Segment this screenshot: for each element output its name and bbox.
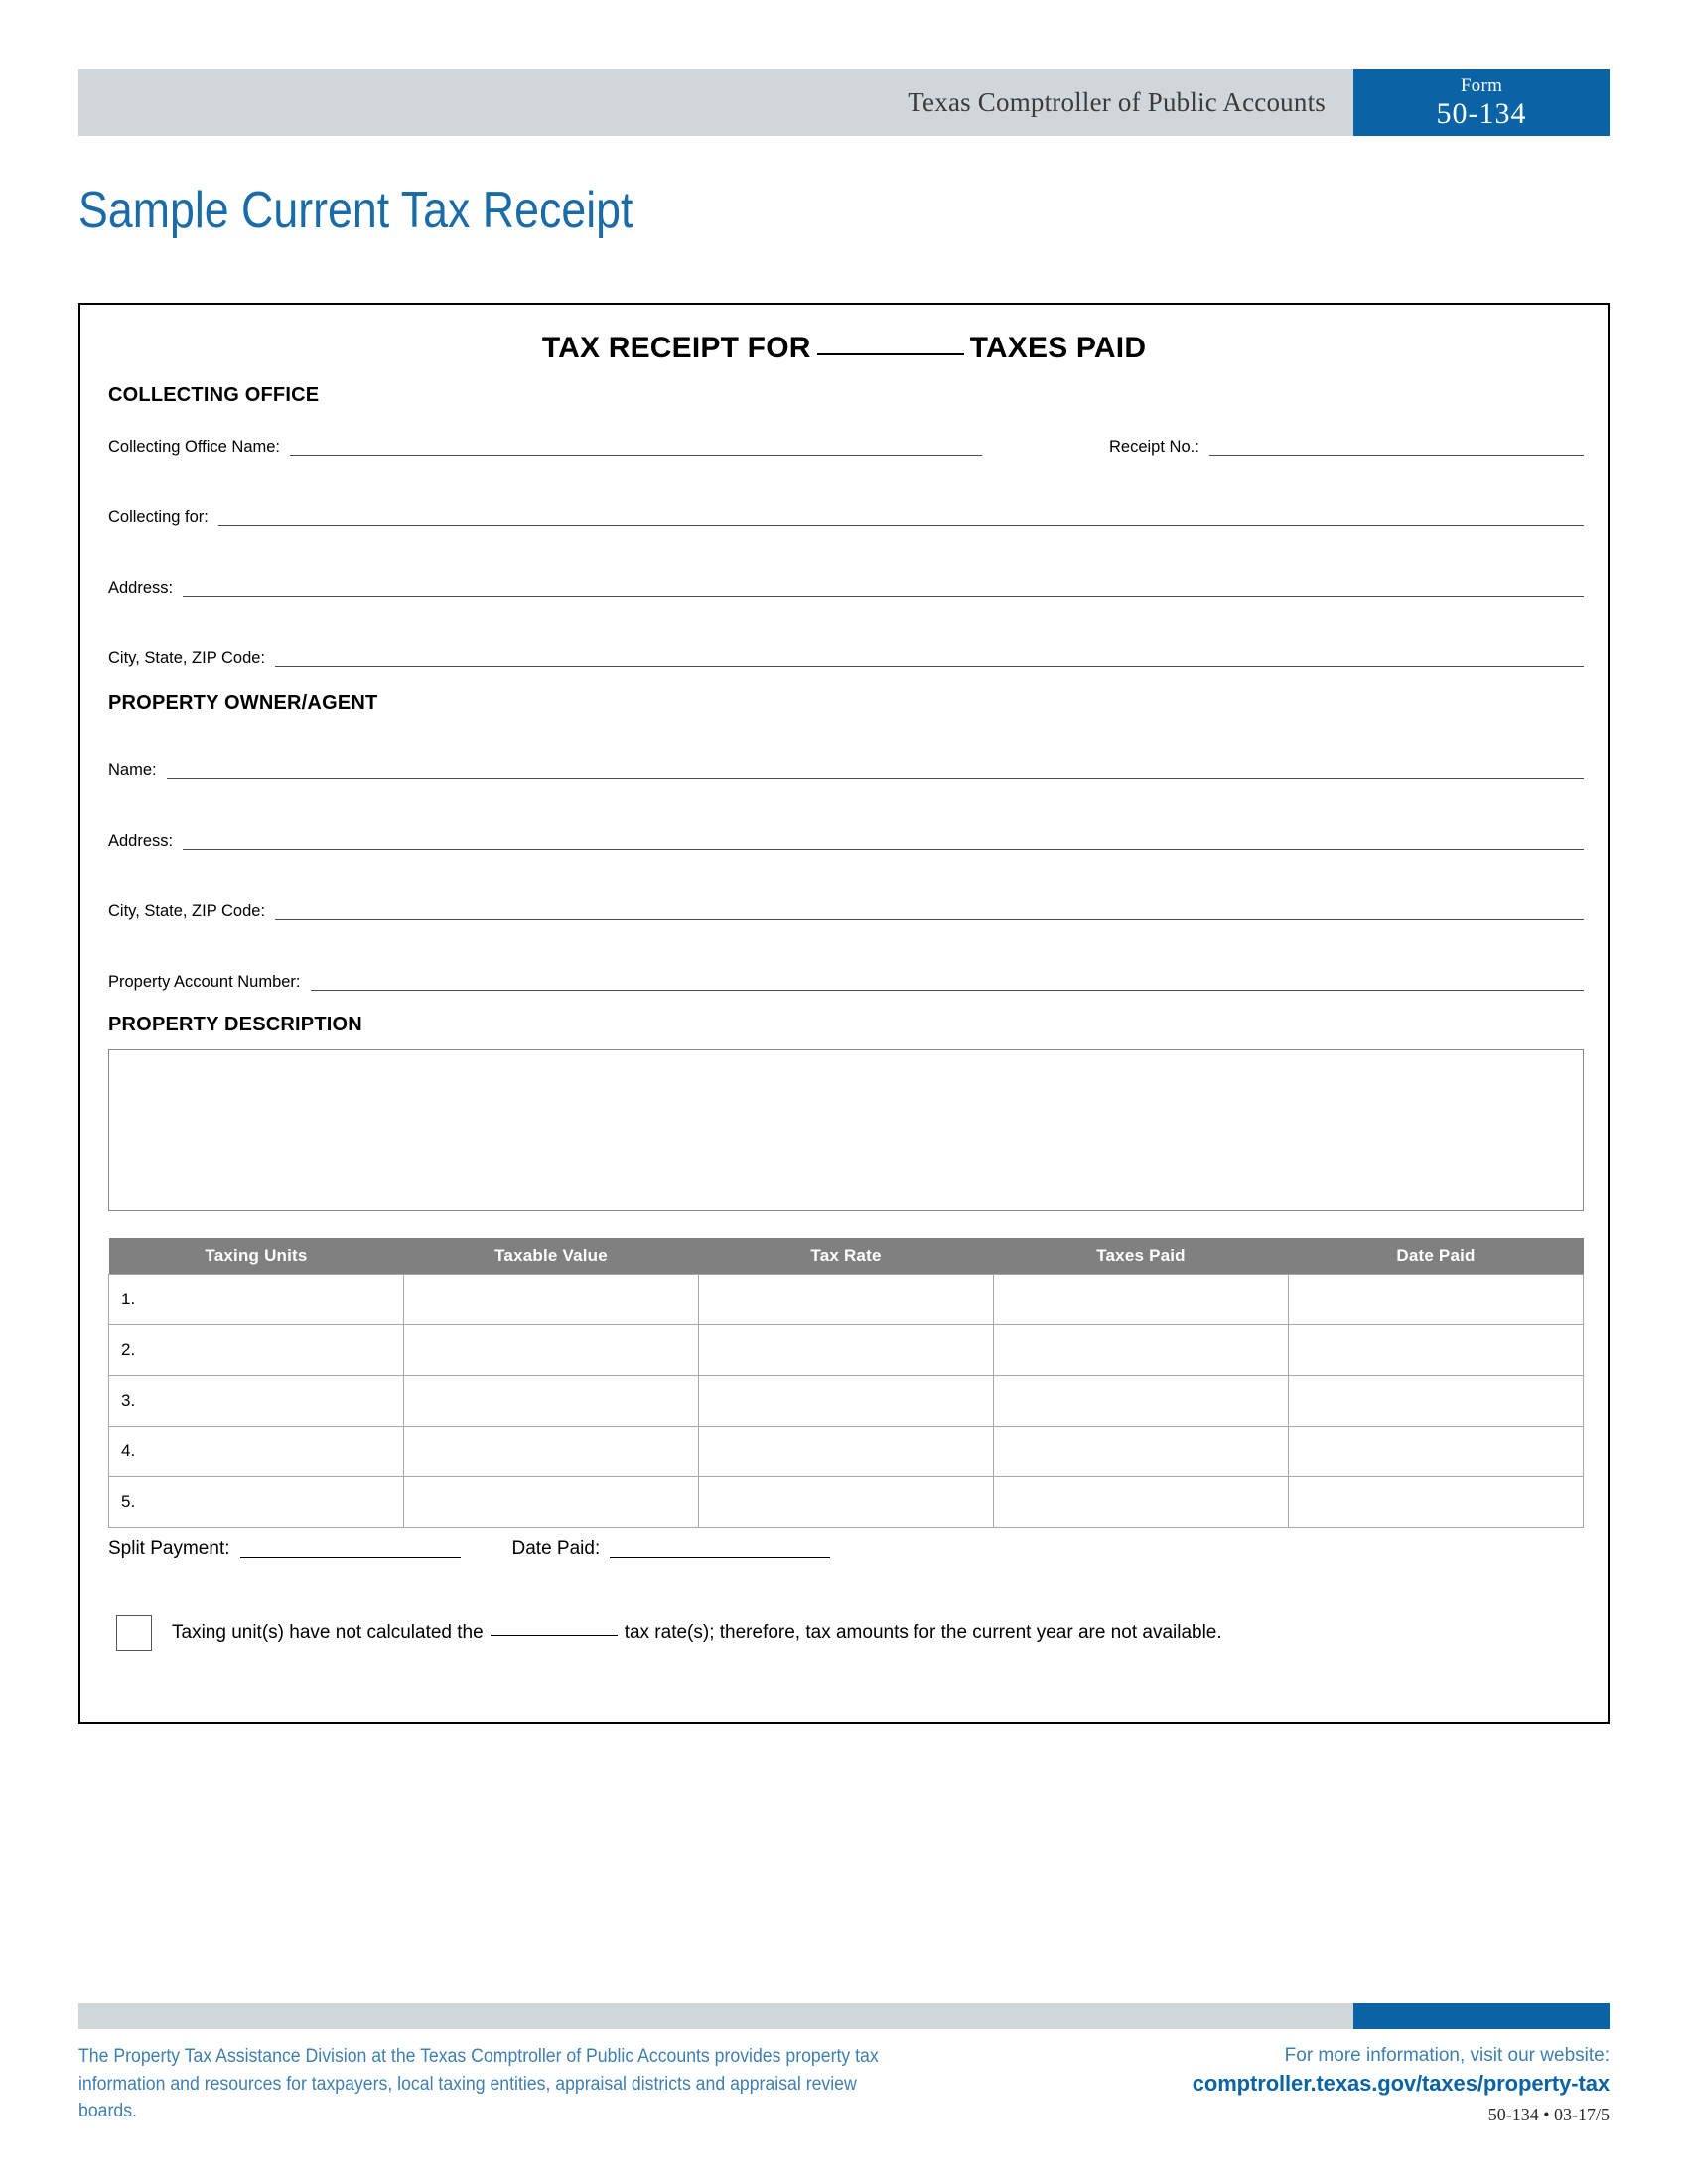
input-office-address[interactable] xyxy=(183,583,1584,597)
cell-taxes-paid[interactable] xyxy=(994,1427,1289,1477)
table-header-row xyxy=(109,1238,1584,1275)
input-receipt-no[interactable] xyxy=(1209,442,1584,456)
cell-row-number[interactable]: 5. xyxy=(109,1477,404,1528)
footer-gray-band xyxy=(78,2003,1353,2029)
column-header-tax-rate: Tax Rate xyxy=(699,1238,994,1275)
input-collecting-office-name[interactable] xyxy=(290,442,982,456)
cell-taxable-value[interactable] xyxy=(404,1325,699,1376)
cell-taxable-value[interactable] xyxy=(404,1427,699,1477)
form-number: 50-134 xyxy=(1436,96,1527,130)
input-office-city-state-zip[interactable] xyxy=(275,653,1584,667)
footer-description: The Property Tax Assistance Division at the Texas Comptroller of Public Accounts provides property tax information and resources for taxpayers, local taxing entities, appraisal districts and appraisal review boards. xyxy=(78,2046,879,2122)
column-header-taxes-paid: Taxes Paid xyxy=(994,1238,1289,1275)
input-property-description[interactable] xyxy=(108,1049,1584,1211)
cell-row-number[interactable]: 3. xyxy=(109,1376,404,1427)
page-header xyxy=(78,69,1610,136)
cell-date-paid[interactable] xyxy=(1289,1477,1584,1528)
field-split-payment[interactable] xyxy=(108,1539,461,1558)
form-label: Form xyxy=(1460,74,1503,96)
field-collecting-for[interactable] xyxy=(108,509,1584,526)
header-gray-band xyxy=(78,69,1353,136)
field-office-address[interactable] xyxy=(108,580,1584,597)
cell-tax-rate[interactable] xyxy=(699,1275,994,1325)
field-office-city-state-zip[interactable] xyxy=(108,650,1584,667)
section-property-owner-agent: PROPERTY OWNER/AGENT xyxy=(108,692,378,714)
cell-tax-rate[interactable] xyxy=(699,1376,994,1427)
receipt-year-blank[interactable] xyxy=(817,353,964,355)
label-owner-address: Address: xyxy=(108,832,174,850)
agency-name: Texas Comptroller of Public Accounts xyxy=(908,87,1326,117)
field-receipt-no[interactable] xyxy=(1109,439,1584,456)
cell-taxes-paid[interactable] xyxy=(994,1325,1289,1376)
footer-blue-band xyxy=(1353,2003,1610,2029)
cell-taxable-value[interactable] xyxy=(404,1477,699,1528)
cell-taxable-value[interactable] xyxy=(404,1275,699,1325)
label-receipt-no: Receipt No.: xyxy=(1109,438,1199,456)
field-property-account-number[interactable] xyxy=(108,974,1584,991)
taxing-units-table xyxy=(108,1238,1584,1528)
cell-tax-rate[interactable] xyxy=(699,1325,994,1376)
table-row xyxy=(109,1427,1584,1477)
input-date-paid[interactable] xyxy=(610,1543,830,1558)
footer-website-lead: For more information, visit our website: xyxy=(1284,2045,1610,2066)
receipt-title-prefix: TAX RECEIPT FOR xyxy=(541,332,811,364)
cell-tax-rate[interactable] xyxy=(699,1427,994,1477)
field-date-paid[interactable] xyxy=(512,1539,831,1558)
cell-date-paid[interactable] xyxy=(1289,1376,1584,1427)
footer-form-code: 50-134 • 03-17/5 xyxy=(1487,2104,1610,2124)
input-property-account-number[interactable] xyxy=(311,977,1584,991)
cell-taxable-value[interactable] xyxy=(404,1376,699,1427)
page-title: Sample Current Tax Receipt xyxy=(78,182,633,239)
label-collecting-office-name: Collecting Office Name: xyxy=(108,438,281,456)
label-office-address: Address: xyxy=(108,579,174,597)
field-owner-city-state-zip[interactable] xyxy=(108,903,1584,920)
label-date-paid: Date Paid: xyxy=(511,1538,601,1559)
column-header-date-paid: Date Paid xyxy=(1289,1238,1584,1275)
table-row xyxy=(109,1376,1584,1427)
cell-row-number[interactable]: 1. xyxy=(109,1275,404,1325)
note-text-part2: tax rate(s); therefore, tax amounts for the current year are not available. xyxy=(624,1622,1222,1643)
field-collecting-office-name[interactable] xyxy=(108,439,982,456)
cell-row-number[interactable]: 4. xyxy=(109,1427,404,1477)
cell-date-paid[interactable] xyxy=(1289,1427,1584,1477)
label-owner-name: Name: xyxy=(108,761,157,779)
section-property-description: PROPERTY DESCRIPTION xyxy=(108,1014,362,1035)
receipt-title xyxy=(108,332,1580,365)
note-year-blank[interactable] xyxy=(491,1635,618,1636)
column-header-taxing-units: Taxing Units xyxy=(109,1238,404,1275)
cell-taxes-paid[interactable] xyxy=(994,1376,1289,1427)
label-property-account-number: Property Account Number: xyxy=(108,973,301,991)
label-owner-city-state-zip: City, State, ZIP Code: xyxy=(108,902,266,920)
cell-date-paid[interactable] xyxy=(1289,1275,1584,1325)
label-office-city-state-zip: City, State, ZIP Code: xyxy=(108,649,266,667)
table-row xyxy=(109,1275,1584,1325)
split-payment-row xyxy=(108,1539,830,1558)
input-owner-address[interactable] xyxy=(183,836,1584,850)
cell-tax-rate[interactable] xyxy=(699,1477,994,1528)
input-owner-city-state-zip[interactable] xyxy=(275,906,1584,920)
column-header-taxable-value: Taxable Value xyxy=(404,1238,699,1275)
cell-taxes-paid[interactable] xyxy=(994,1477,1289,1528)
cell-taxes-paid[interactable] xyxy=(994,1275,1289,1325)
input-owner-name[interactable] xyxy=(167,765,1584,779)
input-collecting-for[interactable] xyxy=(218,512,1584,526)
field-owner-name[interactable] xyxy=(108,762,1584,779)
no-tax-rate-checkbox[interactable] xyxy=(116,1615,152,1651)
cell-row-number[interactable]: 2. xyxy=(109,1325,404,1376)
form-container xyxy=(78,303,1610,1724)
note-text xyxy=(172,1622,1222,1644)
cell-date-paid[interactable] xyxy=(1289,1325,1584,1376)
table-row xyxy=(109,1477,1584,1528)
note-text-part1: Taxing unit(s) have not calculated the xyxy=(172,1622,484,1643)
field-owner-address[interactable] xyxy=(108,833,1584,850)
no-tax-rate-note xyxy=(116,1615,1222,1651)
section-collecting-office: COLLECTING OFFICE xyxy=(108,384,320,406)
table-row xyxy=(109,1325,1584,1376)
footer-website-link[interactable]: comptroller.texas.gov/taxes/property-tax xyxy=(1192,2071,1610,2097)
label-collecting-for: Collecting for: xyxy=(108,508,209,526)
receipt-title-suffix: TAXES PAID xyxy=(969,332,1147,364)
footer-contact xyxy=(1193,2043,1610,2126)
form-number-badge xyxy=(1353,69,1610,136)
label-split-payment: Split Payment: xyxy=(108,1538,230,1559)
page-footer-band xyxy=(78,2003,1610,2029)
input-split-payment[interactable] xyxy=(240,1543,461,1558)
